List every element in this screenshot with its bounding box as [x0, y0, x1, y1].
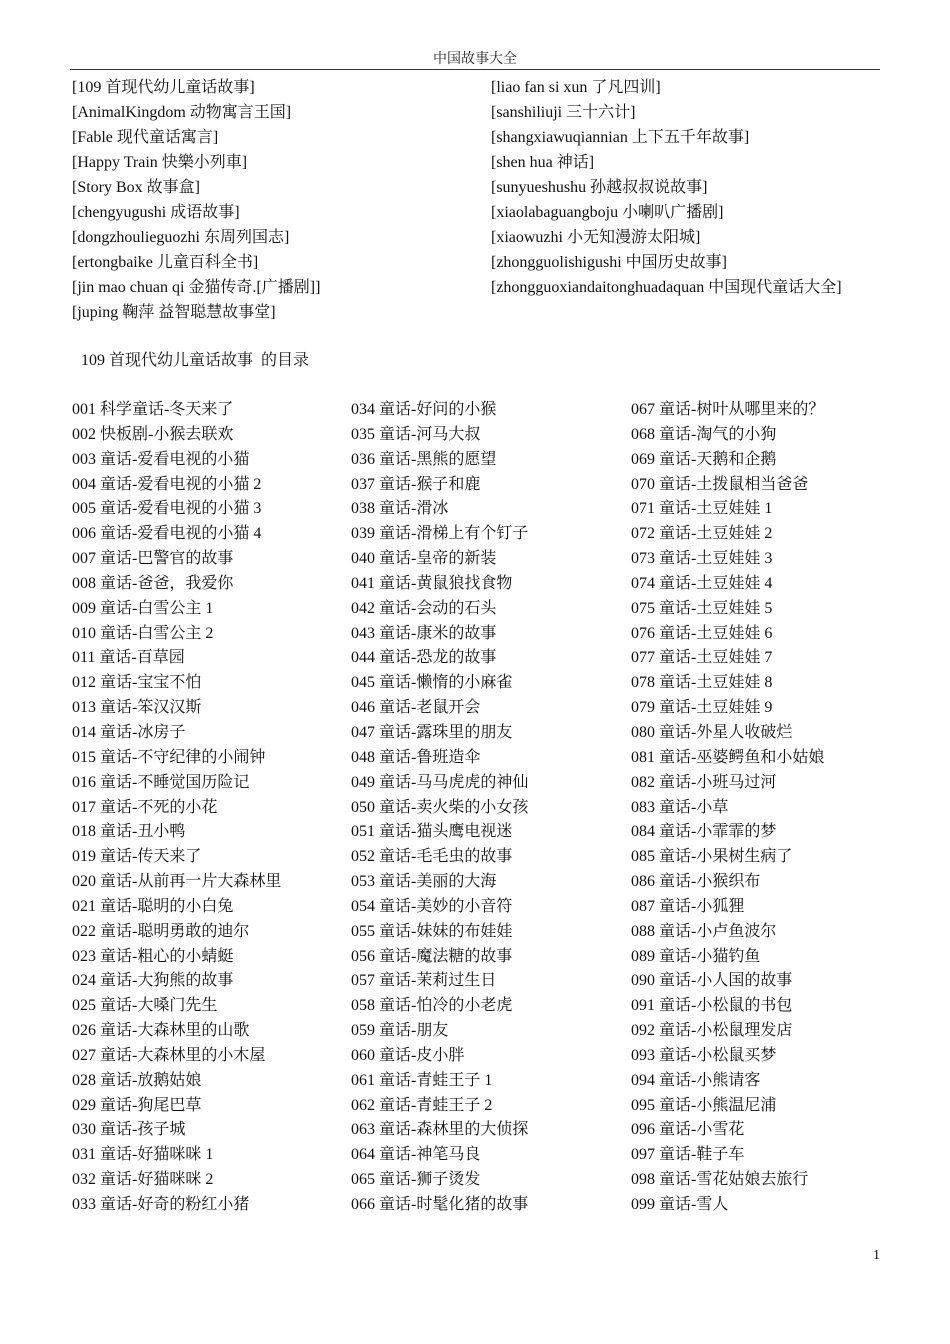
toc-item[interactable]: 053 童话-美丽的大海: [351, 873, 497, 891]
toc-item[interactable]: 010 童话-白雪公主 2: [72, 624, 214, 642]
toc-item[interactable]: 026 童话-大森林里的山歌: [72, 1022, 250, 1040]
category-link[interactable]: [shen hua 神话]: [491, 154, 595, 171]
toc-column-1: [72, 398, 281, 1218]
toc-item[interactable]: 092 童话-小松鼠理发店: [631, 1022, 793, 1040]
category-link[interactable]: [Fable 现代童话寓言]: [72, 129, 219, 146]
toc-item[interactable]: 049 童话-马马虎虎的神仙: [351, 773, 529, 791]
toc-item[interactable]: 063 童话-森林里的大侦探: [351, 1121, 529, 1139]
toc-item[interactable]: 088 童话-小卢鱼波尔: [631, 922, 777, 940]
toc-item[interactable]: 043 童话-康米的故事: [351, 624, 497, 642]
toc-item[interactable]: 046 童话-老鼠开会: [351, 699, 481, 717]
toc-item[interactable]: 030 童话-孩子城: [72, 1121, 186, 1139]
toc-item[interactable]: 008 童话-爸爸，我爱你: [72, 574, 234, 592]
toc-item[interactable]: 057 童话-茉莉过生日: [351, 972, 497, 990]
toc-item[interactable]: 028 童话-放鹅姑娘: [72, 1071, 202, 1089]
toc-item[interactable]: 032 童话-好猫咪咪 2: [72, 1171, 214, 1189]
toc-item[interactable]: 085 童话-小果树生病了: [631, 848, 793, 866]
category-link[interactable]: [Story Box 故事盒]: [72, 179, 201, 196]
category-link[interactable]: [Happy Train 快樂小列車]: [72, 154, 248, 171]
toc-item[interactable]: 059 童话-朋友: [351, 1022, 449, 1040]
toc-item[interactable]: 075 童话-土豆娃娃 5: [631, 599, 773, 617]
category-link[interactable]: [zhongguolishigushi 中国历史故事]: [491, 254, 727, 271]
toc-item[interactable]: 097 童话-鞋子车: [631, 1146, 745, 1164]
toc-item[interactable]: 007 童话-巴警官的故事: [72, 550, 234, 568]
toc-item[interactable]: 099 童话-雪人: [631, 1196, 729, 1213]
toc-item[interactable]: 013 童话-笨汉汉斯: [72, 699, 202, 717]
category-links-left: [72, 75, 320, 325]
toc-item[interactable]: 009 童话-白雪公主 1: [72, 599, 214, 617]
toc-item[interactable]: 064 童话-神笔马良: [351, 1146, 481, 1164]
toc-item[interactable]: 019 童话-传天来了: [72, 848, 202, 866]
category-link[interactable]: [109 首现代幼儿童话故事]: [72, 79, 255, 96]
page-number: 1: [873, 1248, 880, 1263]
toc-item[interactable]: 033 童话-好奇的粉红小猪: [72, 1196, 250, 1213]
toc-item[interactable]: 041 童话-黄鼠狼找食物: [351, 574, 513, 592]
toc-item[interactable]: 077 童话-土豆娃娃 7: [631, 649, 773, 667]
category-link[interactable]: [shangxiawuqiannian 上下五千年故事]: [491, 129, 750, 146]
toc-item[interactable]: 015 童话-不守纪律的小闹钟: [72, 748, 266, 766]
toc-item[interactable]: 035 童话-河马大叔: [351, 425, 481, 443]
toc-item[interactable]: 011 童话-百草园: [72, 649, 185, 667]
toc-item[interactable]: 055 童话-妹妹的布娃娃: [351, 922, 513, 940]
category-link[interactable]: [AnimalKingdom 动物寓言王国]: [72, 104, 292, 121]
category-link[interactable]: [sunyueshushu 孙越叔叔说故事]: [491, 179, 708, 196]
category-link[interactable]: [jin mao chuan qi 金猫传奇.[广播剧]]: [72, 279, 321, 296]
category-link[interactable]: [dongzhoulieguozhi 东周列国志]: [72, 229, 290, 246]
toc-item[interactable]: 069 童话-天鹅和企鹅: [631, 450, 777, 468]
toc-item[interactable]: 081 童话-巫婆鳄鱼和小姑娘: [631, 748, 825, 766]
toc-item[interactable]: 039 童话-滑梯上有个钉子: [351, 525, 529, 543]
toc-column-2: [351, 398, 528, 1218]
toc-item[interactable]: 096 童话-小雪花: [631, 1121, 745, 1139]
toc-item[interactable]: 038 童话-滑冰: [351, 500, 449, 518]
toc-item[interactable]: 042 童话-会动的石头: [351, 599, 497, 617]
toc-item[interactable]: 065 童话-狮子烫发: [351, 1171, 481, 1189]
toc-item[interactable]: 093 童话-小松鼠买梦: [631, 1046, 777, 1064]
toc-item[interactable]: 031 童话-好猫咪咪 1: [72, 1146, 214, 1164]
toc-item[interactable]: 087 童话-小狐狸: [631, 897, 745, 915]
category-link[interactable]: [sanshiliuji 三十六计]: [491, 104, 636, 121]
toc-item[interactable]: 004 童话-爱看电视的小猫 2: [72, 475, 262, 493]
toc-item[interactable]: 051 童话-猫头鹰电视迷: [351, 823, 513, 841]
category-link[interactable]: [chengyugushi 成语故事]: [72, 204, 240, 221]
toc-item[interactable]: 072 童话-土豆娃娃 2: [631, 525, 773, 543]
toc-title: 109 首现代幼儿童话故事 的目录: [81, 352, 310, 369]
toc-item[interactable]: 084 童话-小霏霏的梦: [631, 823, 777, 841]
toc-item[interactable]: 002 快板剧-小猴去联欢: [72, 425, 234, 443]
toc-item[interactable]: 047 童话-露珠里的朋友: [351, 723, 513, 741]
toc-item[interactable]: 071 童话-土豆娃娃 1: [631, 500, 773, 518]
toc-item[interactable]: 037 童话-猴子和鹿: [351, 475, 481, 493]
toc-item[interactable]: 080 童话-外星人收破烂: [631, 723, 793, 741]
toc-item[interactable]: 003 童话-爱看电视的小猫: [72, 450, 250, 468]
toc-item[interactable]: 060 童话-皮小胖: [351, 1046, 465, 1064]
toc-item[interactable]: 021 童话-聪明的小白兔: [72, 897, 234, 915]
toc-item[interactable]: 058 童话-怕冷的小老虎: [351, 997, 513, 1015]
toc-item[interactable]: 090 童话-小人国的故事: [631, 972, 793, 990]
toc-item[interactable]: 091 童话-小松鼠的书包: [631, 997, 793, 1015]
toc-item[interactable]: 078 童话-土豆娃娃 8: [631, 674, 773, 692]
toc-item[interactable]: 070 童话-土拨鼠相当爸爸: [631, 475, 809, 493]
toc-item[interactable]: 062 童话-青蛙王子 2: [351, 1096, 493, 1114]
toc-item[interactable]: 029 童话-狗尾巴草: [72, 1096, 202, 1114]
toc-item[interactable]: 048 童话-鲁班造伞: [351, 748, 481, 766]
toc-item[interactable]: 074 童话-土豆娃娃 4: [631, 574, 773, 592]
toc-item[interactable]: 076 童话-土豆娃娃 6: [631, 624, 773, 642]
category-link[interactable]: [ertongbaike 儿童百科全书]: [72, 254, 259, 271]
toc-item[interactable]: 089 童话-小猫钓鱼: [631, 947, 761, 965]
toc-item[interactable]: 016 童话-不睡觉国历险记: [72, 773, 250, 791]
toc-item[interactable]: 066 童话-时髦化猪的故事: [351, 1196, 529, 1213]
toc-item[interactable]: 067 童话-树叶从哪里来的？: [631, 401, 825, 418]
header-divider: [70, 69, 880, 70]
toc-item[interactable]: 056 童话-魔法糖的故事: [351, 947, 513, 965]
toc-item[interactable]: 095 童话-小熊温尼浦: [631, 1096, 777, 1114]
toc-item[interactable]: 024 童话-大狗熊的故事: [72, 972, 234, 990]
toc-item[interactable]: 017 童话-不死的小花: [72, 798, 218, 816]
toc-item[interactable]: 083 童话-小草: [631, 798, 729, 816]
toc-item[interactable]: 052 童话-毛毛虫的故事: [351, 848, 513, 866]
category-link[interactable]: [liao fan si xun 了凡四训]: [491, 79, 661, 96]
toc-item[interactable]: 082 童话-小班马过河: [631, 773, 777, 791]
toc-item[interactable]: 025 童话-大嗓门先生: [72, 997, 218, 1015]
toc-item[interactable]: 061 童话-青蛙王子 1: [351, 1071, 493, 1089]
page-header: 中国故事大全: [433, 52, 517, 67]
toc-item[interactable]: 012 童话-宝宝不怕: [72, 674, 202, 692]
category-link[interactable]: [xiaolabaguangboju 小喇叭广播剧]: [491, 204, 724, 221]
category-link[interactable]: [zhongguoxiandaitonghuadaquan 中国现代童话大全]: [491, 279, 842, 296]
toc-item[interactable]: 005 童话-爱看电视的小猫 3: [72, 500, 262, 518]
category-link[interactable]: [xiaowuzhi 小无知漫游太阳城]: [491, 229, 701, 246]
toc-item[interactable]: 006 童话-爱看电视的小猫 4: [72, 525, 262, 543]
toc-column-3: [631, 398, 824, 1218]
toc-item[interactable]: 001 科学童话-冬天来了: [72, 401, 234, 418]
toc-item[interactable]: 079 童话-土豆娃娃 9: [631, 699, 773, 717]
toc-item[interactable]: 054 童话-美妙的小音符: [351, 897, 513, 915]
toc-item[interactable]: 044 童话-恐龙的故事: [351, 649, 497, 667]
toc-item[interactable]: 036 童话-黑熊的愿望: [351, 450, 497, 468]
toc-item[interactable]: 040 童话-皇帝的新装: [351, 550, 497, 568]
category-link[interactable]: [juping 鞠萍 益智聪慧故事堂]: [72, 304, 276, 321]
toc-item[interactable]: 022 童话-聪明勇敢的迪尔: [72, 922, 250, 940]
toc-item[interactable]: 050 童话-卖火柴的小女孩: [351, 798, 529, 816]
toc-item[interactable]: 073 童话-土豆娃娃 3: [631, 550, 773, 568]
toc-item[interactable]: 034 童话-好问的小猴: [351, 401, 497, 418]
toc-item[interactable]: 086 童话-小猴织布: [631, 873, 761, 891]
toc-item[interactable]: 068 童话-淘气的小狗: [631, 425, 777, 443]
toc-item[interactable]: 018 童话-丑小鸭: [72, 823, 186, 841]
toc-item[interactable]: 045 童话-懒惰的小麻雀: [351, 674, 513, 692]
toc-item[interactable]: 020 童话-从前再一片大森林里: [72, 873, 282, 891]
toc-item[interactable]: 027 童话-大森林里的小木屋: [72, 1046, 266, 1064]
toc-item[interactable]: 098 童话-雪花姑娘去旅行: [631, 1171, 809, 1189]
toc-item[interactable]: 023 童话-粗心的小蜻蜓: [72, 947, 234, 965]
toc-item[interactable]: 014 童话-冰房子: [72, 723, 186, 741]
toc-item[interactable]: 094 童话-小熊请客: [631, 1071, 761, 1089]
category-links-right: [491, 75, 842, 300]
